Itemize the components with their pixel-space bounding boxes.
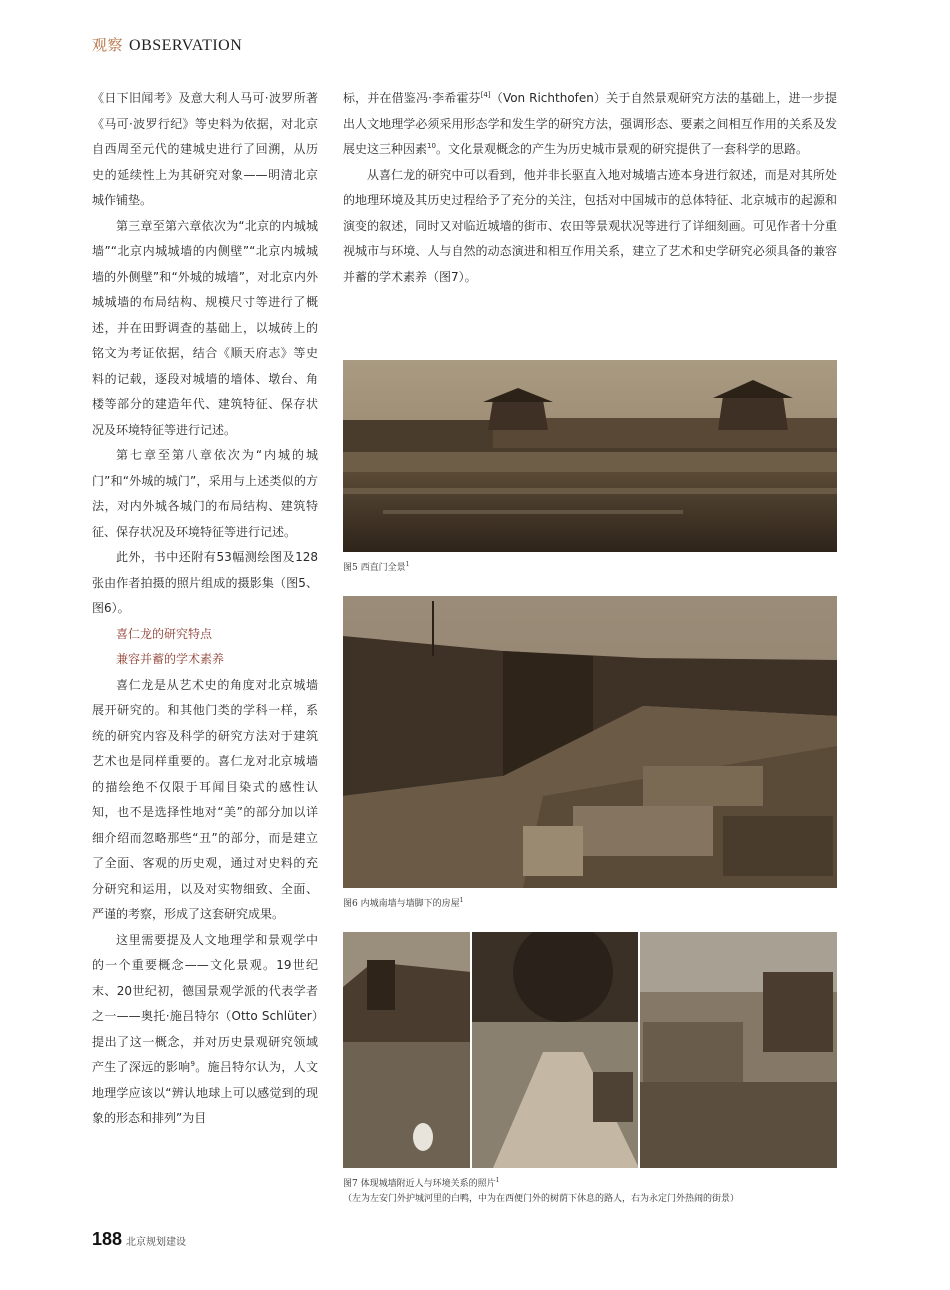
paragraph bbox=[92, 928, 318, 1132]
footnote-ref: 10 bbox=[427, 142, 436, 150]
right-column bbox=[343, 86, 837, 290]
section-heading: 喜仁龙的研究特点 bbox=[116, 626, 213, 641]
footnote-ref: [4] bbox=[480, 91, 491, 99]
paragraph: 从喜仁龙的研究中可以看到，他并非长驱直入地对城墙古迹本身进行叙述，而是对其所处的地理环境及其历史过程给予了充分的关注，包括对中国城市的总体特征、北京城市的起源和演变的叙述，同时又对临近城墙的街市、农田等景观状况等进行了详细刻画。可见作者十分重视城市与环境、人与自然的动态演进和相互作用关系，建立了艺术和史学研究必须具备的兼容并蓄的学术素养（图7）。 bbox=[343, 167, 837, 284]
page-footer bbox=[92, 1229, 186, 1250]
caption-text: 图5 西直门全景 bbox=[343, 563, 406, 573]
figure-5-photo bbox=[343, 360, 837, 552]
section-title-cn: 观察 bbox=[92, 36, 124, 54]
figure-7-subcaption: （左为左安门外护城河里的白鸭，中为在西便门外的树荫下休息的路人，右为永定门外热闹的街景） bbox=[343, 1194, 740, 1204]
section-header bbox=[92, 34, 242, 55]
section-title-en: OBSERVATION bbox=[129, 37, 243, 54]
text-run: 这里需要提及人文地理学和景观学中的一个重要概念——文化景观。19世纪末、20世纪初，德国景观学派的代表学者之一——奥托·施吕特尔（Otto Schlüter）提出了这一概念，并对历史景观研究领域产生了深远的影响 bbox=[92, 932, 318, 1074]
footnote-ref: 1 bbox=[495, 1177, 500, 1184]
figure-6-photo bbox=[343, 596, 837, 888]
text-run: 。施吕特尔认为，人文地理学应该以“辨认地球上可以感觉到的现象的形态和排列”为目 bbox=[92, 1060, 318, 1125]
subsection-heading: 兼容并蓄的学术素养 bbox=[116, 652, 225, 666]
paragraph: 第七章至第八章依次为“内城的城门”和“外城的城门”，采用与上述类似的方法，对内外城各城门的布局结构、建筑特征、保存状况及环境特征等进行记述。 bbox=[92, 448, 318, 539]
caption-text: 图6 内城南墙与墙脚下的房屋 bbox=[343, 899, 460, 909]
text-run: 。文化景观概念的产生为历史城市景观的研究提供了一套科学的思路。 bbox=[435, 142, 808, 156]
text-run: （Von Richthofen）关于自然景观研究方法的基础上，进一步提出人文地理学必须采用形态学和发生学的研究方法，强调形态、要素之间相互作用的关系及发展史这三种因素 bbox=[343, 91, 837, 156]
city-wall-houses-image bbox=[343, 596, 837, 888]
text-run: 标，并在借鉴冯·李希霍芬 bbox=[343, 91, 481, 105]
paragraph bbox=[343, 86, 837, 163]
paragraph: 喜仁龙是从艺术史的角度对北京城墙展开研究的。和其他门类的学科一样，系统的研究内容及科学的研究方法对于建筑艺术也是同样重要的。喜仁龙对北京城墙的描绘绝不仅限于耳闻目染式的感性认知，也不是选择性地对“美”的部分加以详细介绍而忽略那些“丑”的部分，而是建立了全面、客观的历史观，通过对史料的充分研究和运用，以及对实物细致、全面、严谨的考察，形成了这套研究成果。 bbox=[92, 677, 318, 921]
city-gate-panorama-image bbox=[343, 360, 837, 552]
paragraph: 《日下旧闻考》及意大利人马可·波罗所著《马可·波罗行纪》等史料为依据，对北京自西周至元代的建城史进行了回溯，从历史的延续性上为其研究对象——明清北京城作铺垫。 bbox=[92, 91, 318, 207]
left-column bbox=[92, 86, 318, 1132]
publication-name: 北京规划建设 bbox=[126, 1237, 187, 1248]
three-street-scenes-image bbox=[343, 932, 837, 1168]
footnote-ref: 9 bbox=[190, 1060, 195, 1068]
page-number: 188 bbox=[92, 1229, 123, 1249]
figure-6-caption bbox=[343, 896, 463, 909]
footnote-ref: 1 bbox=[459, 897, 464, 904]
paragraph: 第三章至第六章依次为“北京的内城城墙”“北京内城城墙的内侧壁”“北京内城城墙的外侧壁”和“外城的城墙”，对北京内外城城墙的布局结构、规模尺寸等进行了概述，并在田野调查的基础上，以城砖上的铭文为考证依据，结合《顺天府志》等史料的记载，逐段对城墙的墙体、墩台、角楼等部分的建造年代、建筑特征、保存状况及环境特征等进行记述。 bbox=[92, 218, 318, 437]
figure-5-caption bbox=[343, 560, 409, 573]
footnote-ref: 1 bbox=[405, 561, 410, 568]
caption-text: 图7 体现城墙附近人与环境关系的照片 bbox=[343, 1179, 496, 1189]
paragraph: 此外，书中还附有53幅测绘图及128张由作者拍摄的照片组成的摄影集（图5、图6）。 bbox=[92, 550, 318, 615]
figure-7-caption bbox=[343, 1176, 499, 1189]
figure-7-photos bbox=[343, 932, 837, 1168]
